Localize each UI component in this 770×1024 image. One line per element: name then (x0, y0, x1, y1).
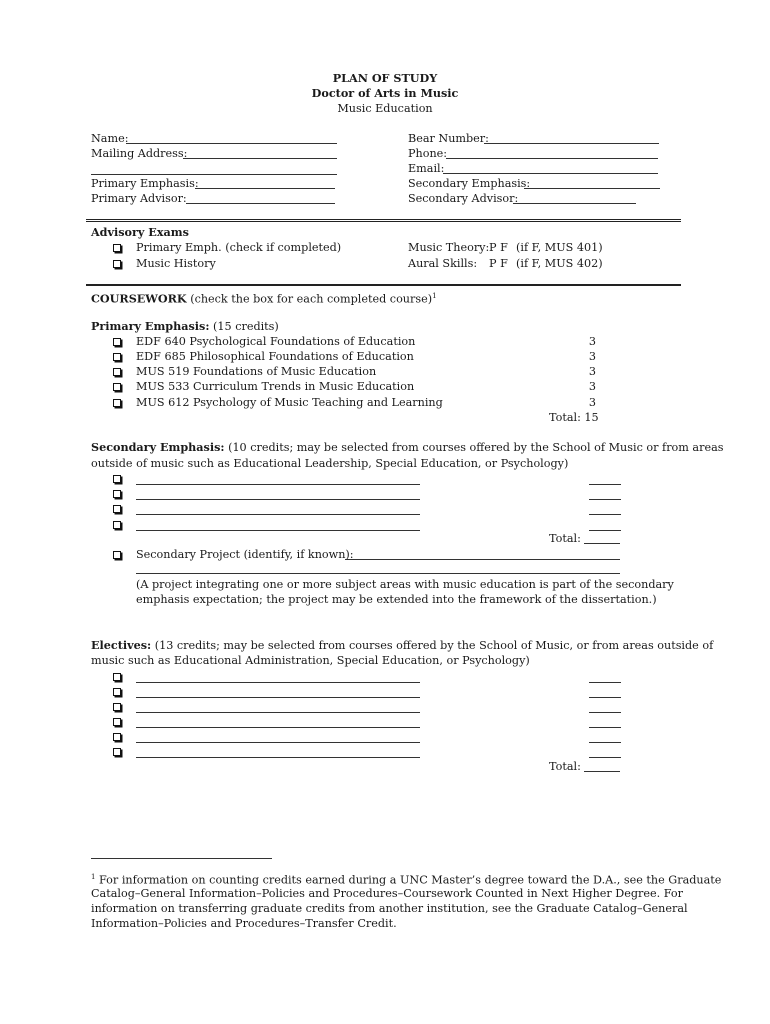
primary-emphasis-credits: (15 credits) (213, 320, 279, 333)
section-divider (86, 219, 681, 222)
course-credits-field[interactable] (589, 499, 621, 500)
advisory-item-primary: Primary Emph. (check if completed) (136, 241, 342, 254)
course-credits: 3 (588, 380, 596, 393)
project-checkbox[interactable] (113, 551, 121, 559)
course-checkbox[interactable] (113, 368, 121, 376)
course-name-field[interactable] (136, 499, 420, 500)
course-name-field[interactable] (136, 712, 420, 713)
course-credits-field[interactable] (589, 727, 621, 728)
phone-label: Phone: (408, 147, 448, 160)
course-credits: 3 (588, 350, 596, 363)
advisory-item-history: Music History (136, 257, 216, 270)
phone-field[interactable] (446, 158, 658, 159)
course-checkbox[interactable] (113, 673, 121, 681)
footnote-line2: Catalog–General Information–Policies and Procedures–Coursework Counted in Next Higher Degree. For (91, 887, 683, 900)
course-checkbox[interactable] (113, 383, 121, 391)
secondary-project-note-line1: (A project integrating one or more subject areas with music education is part of the secondary (136, 578, 674, 591)
primary-emphasis-label: Primary Emphasis: (91, 177, 199, 190)
aural-skills-pf[interactable]: P F (489, 257, 508, 270)
music-theory-label: Music Theory: (408, 241, 490, 254)
course-name-field[interactable] (136, 742, 420, 743)
course-credits-field[interactable] (589, 530, 621, 531)
course-checkbox[interactable] (113, 505, 121, 513)
advisory-exams-heading: Advisory Exams (91, 225, 189, 239)
secondary-emphasis-heading-line (91, 440, 724, 455)
course-credits-field[interactable] (589, 712, 621, 713)
primary-advisor-field[interactable] (186, 203, 335, 204)
footnote-separator (91, 858, 272, 859)
electives-desc-line2: music such as Educational Administration, Special Education, or Psychology) (91, 654, 530, 667)
course-checkbox[interactable] (113, 718, 121, 726)
aural-skills-label: Aural Skills: (408, 257, 478, 270)
bear-number-field[interactable] (484, 143, 659, 144)
secondary-project-field[interactable] (345, 559, 620, 560)
course-checkbox[interactable] (113, 353, 121, 361)
course-checkbox[interactable] (113, 338, 121, 346)
course-credits-field[interactable] (589, 682, 621, 683)
primary-emphasis-heading-line (91, 319, 279, 334)
secondary-advisor-label: Secondary Advisor: (408, 192, 519, 205)
course-credits: 3 (588, 365, 596, 378)
course-checkbox[interactable] (113, 748, 121, 756)
course-credits: 3 (588, 396, 596, 409)
program-title: Music Education (337, 102, 433, 115)
secondary-project-field-line2[interactable] (136, 573, 620, 574)
secondary-emphasis-field[interactable] (524, 188, 660, 189)
primary-total: Total: 15 (549, 411, 599, 424)
primary-emphasis-heading: Primary Emphasis: (91, 319, 210, 333)
secondary-project-note-line2: emphasis expectation; the project may be extended into the framework of the dissertation.) (136, 593, 657, 606)
course-name-field[interactable] (136, 682, 420, 683)
secondary-total-field[interactable] (584, 543, 620, 544)
course-name-field[interactable] (136, 697, 420, 698)
name-label: Name: (91, 132, 129, 145)
course-checkbox[interactable] (113, 703, 121, 711)
electives-total-label: Total: (549, 760, 581, 773)
coursework-note: (check the box for each completed course) (190, 292, 433, 306)
course-credits-field[interactable] (589, 757, 621, 758)
course-name: EDF 685 Philosophical Foundations of Education (136, 350, 414, 363)
course-credits-field[interactable] (589, 697, 621, 698)
section-divider (86, 284, 681, 286)
course-name-field[interactable] (136, 484, 420, 485)
email-label: Email: (408, 162, 445, 175)
music-theory-note: (if F, MUS 401) (516, 241, 603, 254)
secondary-advisor-field[interactable] (513, 203, 636, 204)
footnote-mark: 1 (91, 873, 96, 881)
electives-heading: Electives: (91, 638, 152, 652)
aural-skills-note: (if F, MUS 402) (516, 257, 603, 270)
course-checkbox[interactable] (113, 733, 121, 741)
degree-title: Doctor of Arts in Music (311, 86, 459, 100)
secondary-project-label: Secondary Project (identify, if known): (136, 548, 354, 561)
electives-desc: (13 credits; may be selected from courses offered by the School of Music, or from areas outside of (154, 639, 714, 652)
course-credits-field[interactable] (589, 742, 621, 743)
coursework-heading-line (91, 289, 437, 307)
email-field[interactable] (443, 173, 658, 174)
primary-advisor-label: Primary Advisor: (91, 192, 187, 205)
footnote-line3: information on transferring graduate credits from another institution, see the Graduate Catalog–General (91, 902, 688, 915)
course-name: MUS 612 Psychology of Music Teaching and Learning (136, 396, 443, 409)
mailing-address-field-line2[interactable] (91, 174, 337, 175)
mailing-address-field[interactable] (183, 158, 337, 159)
course-name-field[interactable] (136, 757, 420, 758)
secondary-emphasis-desc-line2: outside of music such as Educational Leadership, Special Education, or Psychology) (91, 457, 569, 470)
course-name-field[interactable] (136, 514, 420, 515)
course-checkbox[interactable] (113, 521, 121, 529)
footnote-ref: 1 (432, 292, 437, 300)
course-name-field[interactable] (136, 727, 420, 728)
primary-emphasis-field[interactable] (195, 188, 335, 189)
bear-number-label: Bear Number: (408, 132, 489, 145)
secondary-emphasis-label: Secondary Emphasis: (408, 177, 531, 190)
footnote-text: For information on counting credits earned during a UNC Master’s degree toward the D.A., see the Graduate (99, 873, 722, 887)
coursework-heading: COURSEWORK (91, 291, 187, 306)
footnote-line4: Information–Policies and Procedures–Transfer Credit. (91, 917, 397, 930)
name-field[interactable] (126, 143, 337, 144)
document-title: PLAN OF STUDY (332, 71, 438, 85)
course-name: EDF 640 Psychological Foundations of Education (136, 335, 416, 348)
course-name: MUS 519 Foundations of Music Education (136, 365, 377, 378)
course-checkbox[interactable] (113, 399, 121, 407)
music-theory-pf[interactable]: P F (489, 241, 508, 254)
course-name: MUS 533 Curriculum Trends in Music Education (136, 380, 415, 393)
mailing-address-label: Mailing Address: (91, 147, 188, 160)
course-credits-field[interactable] (589, 484, 621, 485)
course-checkbox[interactable] (113, 490, 121, 498)
course-credits: 3 (588, 335, 596, 348)
secondary-total-label: Total: (549, 532, 581, 545)
secondary-emphasis-desc: (10 credits; may be selected from courses offered by the School of Music or from areas (228, 441, 724, 454)
electives-total-field[interactable] (584, 771, 620, 772)
advisory-checkbox-history[interactable] (113, 260, 121, 268)
course-checkbox[interactable] (113, 688, 121, 696)
advisory-checkbox-primary[interactable] (113, 244, 121, 252)
electives-heading-line (91, 638, 713, 653)
course-checkbox[interactable] (113, 475, 121, 483)
course-credits-field[interactable] (589, 514, 621, 515)
course-name-field[interactable] (136, 530, 420, 531)
secondary-emphasis-heading: Secondary Emphasis: (91, 440, 225, 454)
